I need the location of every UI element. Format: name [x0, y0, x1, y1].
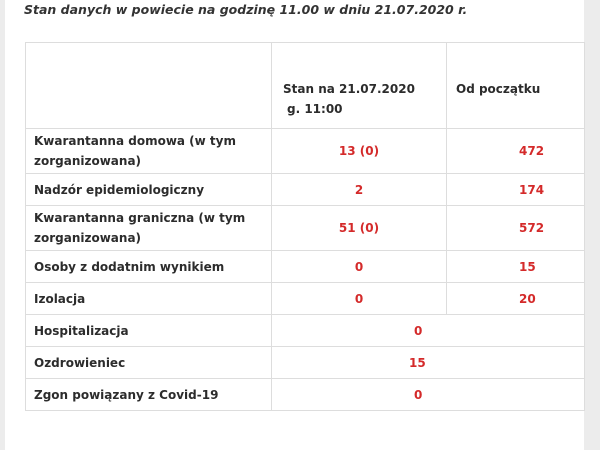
header-empty-cell	[26, 43, 272, 129]
row-current-value: 0	[272, 251, 447, 283]
row-total-value: 174	[447, 174, 585, 206]
table-row-merged	[26, 347, 585, 379]
table-header-row	[26, 43, 585, 129]
row-label: Hospitalizacja	[26, 315, 272, 347]
right-gutter	[584, 0, 600, 450]
table-row-merged	[26, 315, 585, 347]
row-label: Kwarantanna domowa (w tym zorganizowana)	[26, 129, 272, 174]
row-label: Kwarantanna graniczna (w tym zorganizowana)	[26, 206, 272, 251]
table-row	[26, 174, 585, 206]
row-merged-value: 15	[272, 347, 585, 379]
row-current-value: 0	[272, 283, 447, 315]
header-current-line2: g. 11:00	[287, 102, 343, 116]
row-total-value: 15	[447, 251, 585, 283]
table-row-merged	[26, 379, 585, 411]
row-label: Izolacja	[26, 283, 272, 315]
row-merged-value: 0	[272, 379, 585, 411]
row-total-value: 572	[447, 206, 585, 251]
row-current-value: 2	[272, 174, 447, 206]
table-row	[26, 129, 585, 174]
header-total-cell: Od początku	[447, 43, 585, 129]
page-heading: Stan danych w powiecie na godzinę 11.00 w dniu 21.07.2020 r.	[24, 2, 468, 17]
row-merged-value: 0	[272, 315, 585, 347]
row-current-value: 51 (0)	[272, 206, 447, 251]
row-label: Zgon powiązany z Covid-19	[26, 379, 272, 411]
left-gutter	[0, 0, 5, 450]
row-label: Nadzór epidemiologiczny	[26, 174, 272, 206]
table-row	[26, 251, 585, 283]
row-total-value: 472	[447, 129, 585, 174]
row-label: Osoby z dodatnim wynikiem	[26, 251, 272, 283]
table-row	[26, 206, 585, 251]
row-current-value: 13 (0)	[272, 129, 447, 174]
stats-table	[25, 42, 585, 411]
header-current-line1: Stan na 21.07.2020	[283, 82, 415, 96]
table-row	[26, 283, 585, 315]
row-label: Ozdrowieniec	[26, 347, 272, 379]
row-total-value: 20	[447, 283, 585, 315]
header-current-cell	[272, 43, 447, 129]
